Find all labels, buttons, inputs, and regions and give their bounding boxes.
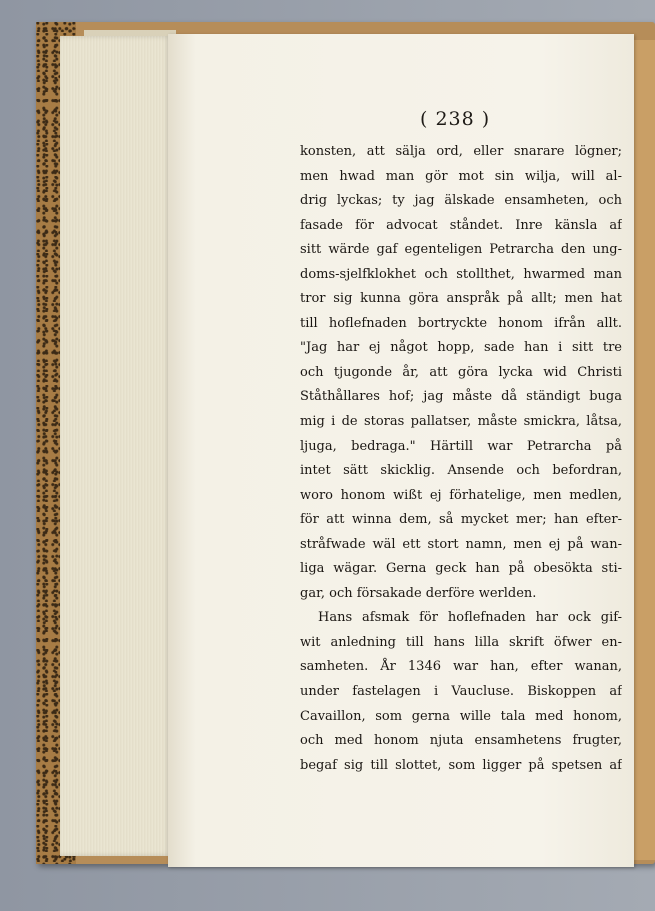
text-line: liga wägar. Gerna geck han på obesökta sti- xyxy=(300,561,622,577)
text-line: intet sätt skicklig. Ansende och befordran, xyxy=(300,463,622,479)
text-line: tror sig kunna göra anspråk på allt; men hat xyxy=(300,291,622,307)
text-line: Cavaillon, som gerna wille tala med honom, xyxy=(300,708,622,724)
text-line: wit anledning till hans lilla skrift öfwer en- xyxy=(300,634,622,650)
text-line: konsten, att sälja ord, eller snarare lögner; xyxy=(300,144,622,159)
text-line: Hans afsmak för hoflefnaden har ock gif- xyxy=(318,610,622,626)
page-body-text xyxy=(300,140,622,778)
text-line: och med honom njuta ensamhetens frugter, xyxy=(300,733,622,749)
text-line: till hoflefnaden bortryckte honom ifrån allt. xyxy=(300,315,622,331)
text-line: stråfwade wäl ett stort namn, men ej på wan- xyxy=(300,536,622,552)
text-line: doms-sjelfklokhet och stollthet, hwarmed man xyxy=(300,266,622,282)
page-stack xyxy=(60,36,172,856)
text-line: woro honom wißt ej förhatelige, men medlen, xyxy=(300,487,622,503)
text-line: fasade för advocat ståndet. Inre känsla af xyxy=(300,217,622,233)
text-line: sitt wärde gaf egenteligen Petrarcha den ung- xyxy=(300,242,622,258)
text-line: för att winna dem, så mycket mer; han efter- xyxy=(300,512,622,528)
text-line: Ståthållares hof; jag måste då ständigt buga xyxy=(300,389,622,405)
text-line: men hwad man gör mot sin wilja, will al- xyxy=(300,168,622,184)
text-line: drig lyckas; ty jag älskade ensamheten, och xyxy=(300,193,622,209)
text-line: gar, och försakade derföre werlden. xyxy=(300,585,537,601)
text-line: mig i de storas pallatser, måste smickra, låtsa, xyxy=(300,414,622,430)
text-line: under fastelagen i Vaucluse. Biskoppen af xyxy=(300,684,622,700)
text-line: "Jag har ej något hopp, sade han i sitt tre xyxy=(300,340,622,356)
text-line: ljuga, bedraga." Härtill war Petrarcha på xyxy=(300,438,622,454)
text-line: begaf sig till slottet, som ligger på spetsen af xyxy=(300,757,622,773)
text-line: och tjugonde år, att göra lycka wid Christi xyxy=(300,364,622,380)
page-number: ( 238 ) xyxy=(420,108,491,130)
text-line: samheten. År 1346 war han, efter wanan, xyxy=(300,659,622,675)
